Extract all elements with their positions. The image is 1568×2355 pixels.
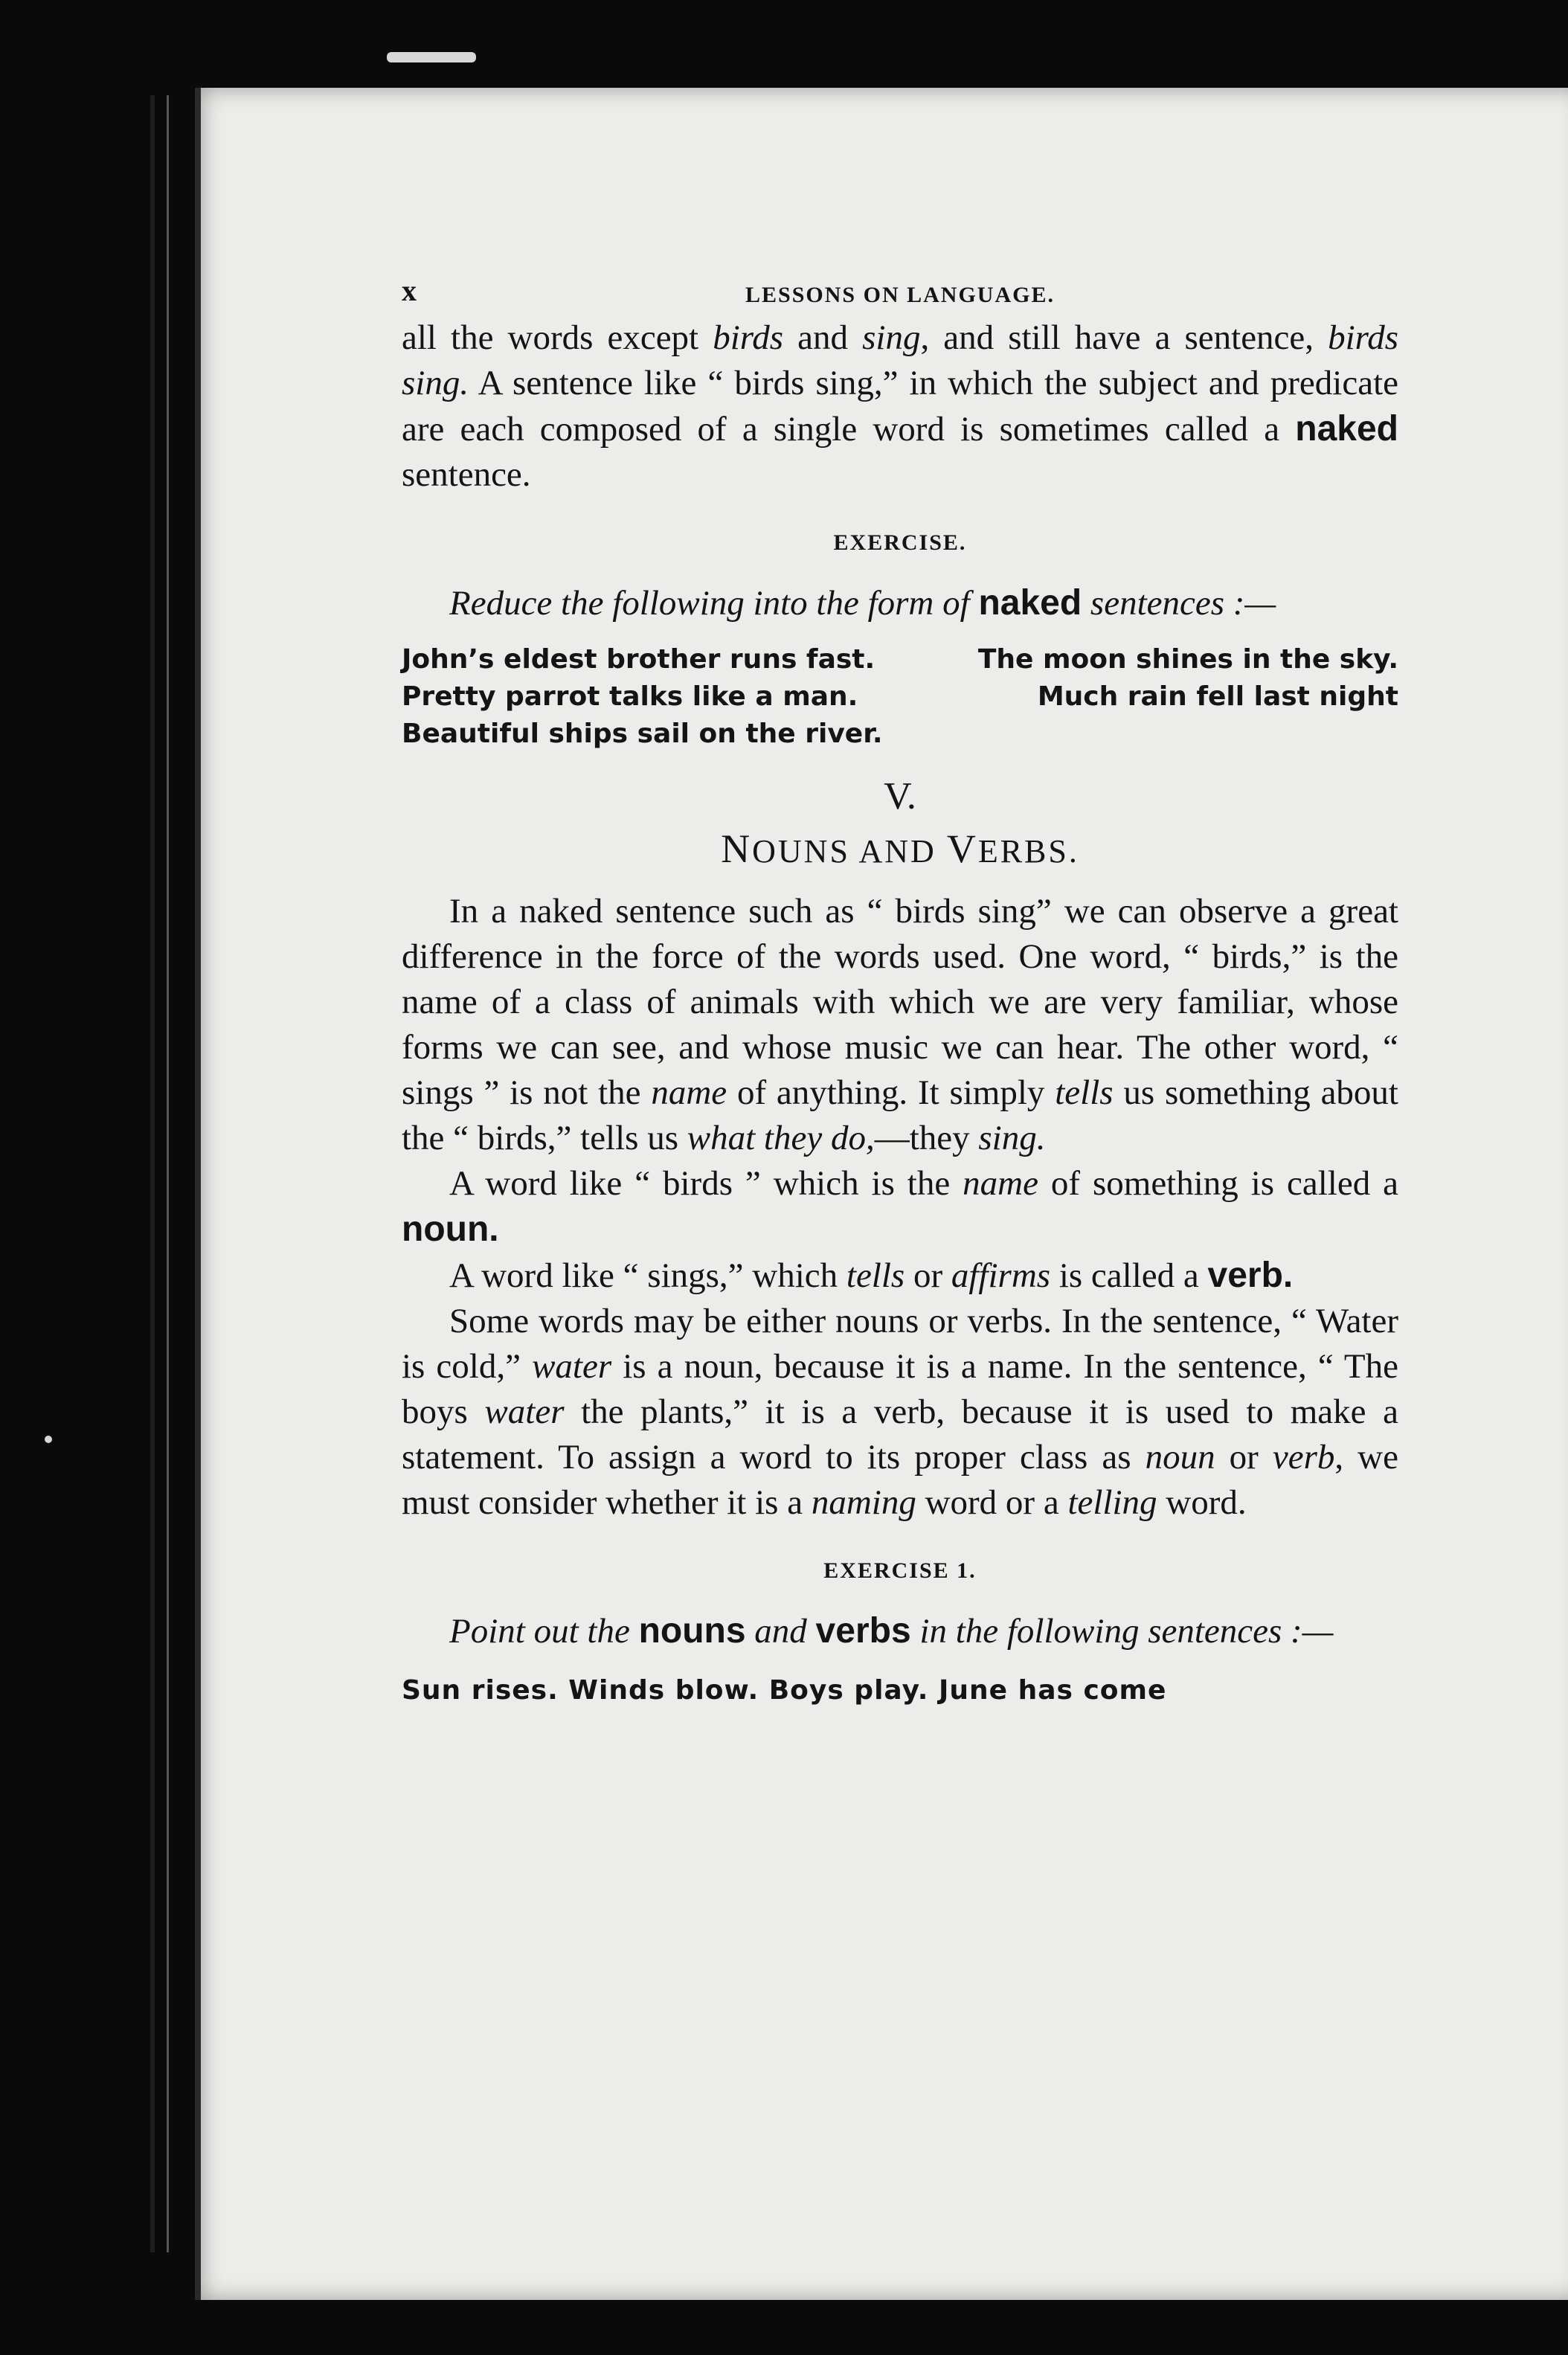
page-edge-shadow — [150, 95, 155, 2252]
exercise-heading: EXERCISE. — [833, 530, 967, 555]
page-folio: x — [402, 274, 417, 307]
page-edge-line — [167, 95, 169, 2252]
scan-mark — [45, 1436, 52, 1443]
exercise-sentence: Pretty parrot talks like a man. — [402, 681, 858, 712]
page-header — [402, 268, 1398, 312]
scan-mark — [387, 52, 476, 62]
exercise-sentence: John’s eldest brother runs fast. — [402, 644, 875, 675]
exercise-sentences: Sun rises. Winds blow. Boys play. June has come — [402, 1675, 1167, 1706]
exercise-sentences — [402, 641, 1398, 753]
paragraph-nouns-or-verbs: Some words may be either nouns or verbs. In the sentence, “ Water is cold,” water is a noun, because it is a name. In the sentence, “ The boys water the plants,” it is a verb, because it is used to make a statement. To assign a word to its proper class as noun or verb, we must consider whether it is a naming word or a telling word. — [402, 1302, 1398, 1522]
exercise-sentence: Much rain fell last night — [1037, 681, 1398, 712]
running-head: LESSONS ON LANGUAGE. — [745, 283, 1055, 307]
section-title: NOUNS AND VERBS. — [721, 826, 1079, 871]
paragraph-verb-definition: A word like “ sings,” which tells or affirms is called a verb. — [449, 1256, 1294, 1295]
exercise-sentence: Beautiful ships sail on the river. — [402, 719, 883, 749]
paragraph-naked-sentence: all the words except birds and sing, and still have a sentence, birds sing. A sentence like “ birds sing,” in which the subject and predicate are each composed of a single word is sometimes called a naked sentence. — [402, 318, 1399, 494]
page-content — [402, 268, 1398, 1713]
exercise-sentence: The moon shines in the sky. — [977, 644, 1398, 675]
section-number: V. — [884, 775, 916, 817]
exercise-instruction: Reduce the following into the form of naked sentences :— — [449, 583, 1276, 623]
paragraph-noun-definition: A word like “ birds ” which is the name of something is called a noun. — [402, 1164, 1398, 1249]
paragraph-naked-example: In a naked sentence such as “ birds sing” we can observe a great difference in the force of the words used. One word, “ birds,” is the name of a class of animals with which we are very familiar, whose forms we can see, and whose music we can hear. The other word, “ sings ” is not the name of anything. It simply tells us something about the “ birds,” tells us what they do,—they sing. — [402, 892, 1398, 1157]
exercise-heading: EXERCISE 1. — [823, 1558, 977, 1583]
exercise-instruction: Point out the nouns and verbs in the following sentences :— — [449, 1611, 1334, 1651]
